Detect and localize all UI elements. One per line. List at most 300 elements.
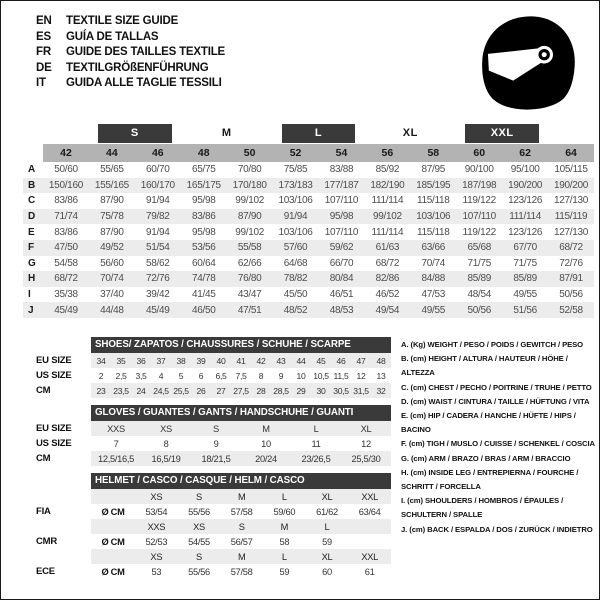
gloves-row-label: EU SIZE	[36, 423, 72, 434]
shoes-value: 8	[258, 370, 264, 381]
gloves-value: S	[213, 423, 219, 434]
gloves-table-title: GLOVES / GUANTES / GANTS / HANDSCHUHE / GUANTI	[91, 405, 391, 421]
legend-item: B. (cm) HEIGHT / ALTURA / HAUTEUR / HÖHE / ALTEZZA	[401, 354, 568, 378]
measure-value: 35/38	[54, 289, 78, 301]
helmet-value: 52/53	[145, 536, 168, 547]
measure-value: 53/56	[191, 242, 216, 254]
gloves-size-table	[36, 405, 391, 466]
helmet-size-label: XXL	[361, 491, 378, 502]
shoes-value: 41	[236, 355, 246, 366]
measure-value: 71/74	[54, 211, 78, 223]
measure-value: 70/80	[237, 164, 262, 176]
gloves-value: XL	[360, 423, 372, 434]
measure-value: 48/52	[283, 304, 308, 316]
measure-value: 63/66	[421, 242, 446, 254]
size-number: 48	[181, 144, 227, 162]
measure-value: 70/74	[421, 257, 446, 269]
measure-value: 111/114	[371, 226, 404, 238]
helmet-standard-row	[36, 564, 391, 579]
measure-row-label: C	[28, 195, 35, 207]
measure-value: 177/187	[324, 179, 359, 191]
shoes-row-label: US SIZE	[36, 370, 72, 381]
measure-row	[23, 193, 594, 209]
helmet-size-label: L	[281, 551, 287, 562]
measure-value: 45/50	[283, 289, 308, 301]
gloves-value: 11	[311, 438, 321, 449]
shoes-value: 4	[158, 370, 164, 381]
language-code: IT	[36, 77, 46, 89]
measure-value: 74/78	[191, 273, 216, 285]
helmet-sizes-row	[36, 519, 391, 534]
shoes-value: 2,5	[115, 370, 127, 381]
gloves-value: 7	[113, 438, 119, 449]
measure-value: 182/190	[370, 179, 405, 191]
measure-value: 83/86	[54, 226, 78, 238]
measure-value: 46/51	[329, 289, 354, 301]
helmet-value: 59	[279, 566, 290, 577]
measure-value: 119/122	[462, 226, 496, 238]
measure-value: 103/106	[416, 211, 451, 223]
measure-value: 111/114	[371, 195, 404, 207]
gloves-value: 9	[213, 438, 219, 449]
shoes-value: 45	[316, 355, 326, 366]
measure-value: 82/86	[375, 273, 400, 285]
measure-value: 65/75	[191, 164, 216, 176]
spacer	[23, 144, 43, 162]
gloves-value: 8	[163, 438, 169, 449]
helmet-value: 60	[322, 566, 332, 577]
measure-value: 150/160	[48, 179, 83, 191]
size-group-row	[23, 123, 594, 144]
gloves-value: XS	[160, 423, 172, 434]
helmet-value: 61/62	[316, 506, 338, 517]
measure-value: 39/42	[146, 289, 170, 301]
language-code: FR	[36, 46, 51, 58]
shoes-size-table	[36, 337, 391, 398]
helmet-size-label: XXL	[361, 551, 378, 562]
shoes-value: 23	[96, 385, 106, 396]
measure-value: 105/115	[554, 164, 588, 176]
measure-value: 37/40	[100, 289, 124, 301]
measure-value: 115/118	[417, 195, 450, 207]
shoes-value: 9	[278, 370, 284, 381]
size-group-s: S	[98, 124, 172, 143]
helmet-value: 53/54	[145, 506, 168, 517]
helmet-sizes-values	[91, 549, 391, 564]
language-row	[36, 30, 225, 46]
language-title: GUÍA DE TALLAS	[66, 30, 159, 43]
shoes-row	[36, 368, 391, 383]
helmet-size-label: M	[237, 551, 246, 562]
measure-value: 83/86	[191, 211, 216, 223]
helmet-size-label: XS	[193, 521, 205, 532]
shoes-row-values	[91, 383, 391, 398]
helmet-size-label: S	[238, 521, 245, 532]
measure-row	[23, 302, 594, 318]
shoes-value: 3,5	[135, 370, 147, 381]
helmet-standard-values	[91, 504, 391, 519]
size-number: 54	[319, 144, 365, 162]
measure-value: 72/76	[146, 273, 170, 285]
measure-value: 49/54	[375, 304, 400, 316]
measure-value: 46/50	[191, 304, 216, 316]
measure-value: 62/66	[237, 257, 262, 269]
measure-row	[23, 240, 594, 256]
measure-row-label: I	[28, 289, 31, 301]
main-size-table	[23, 123, 594, 318]
measure-row-label: E	[28, 226, 35, 238]
language-title: TEXTILGRÖßENFÜHRUNG	[66, 61, 209, 74]
measure-value: 95/100	[510, 164, 540, 176]
language-title-list	[36, 14, 225, 92]
measure-value: 49/52	[100, 242, 124, 254]
measure-value: 95/98	[329, 211, 354, 223]
language-row	[36, 14, 225, 30]
gloves-value: 12,5/16,5	[97, 453, 135, 464]
measure-value: 52/58	[559, 304, 583, 316]
measure-row-label: G	[28, 257, 36, 269]
helmet-size-label: XL	[321, 551, 333, 562]
helmet-size-label: M	[237, 491, 246, 502]
measure-value: 99/102	[372, 211, 402, 223]
measure-value: 170/180	[232, 179, 267, 191]
measure-value: 123/126	[508, 226, 543, 238]
helmet-sizes-values	[91, 489, 391, 504]
shoes-value: 6,5	[215, 370, 227, 381]
gloves-row	[36, 421, 391, 436]
measure-value: 54/58	[54, 257, 78, 269]
legend-item: G. (cm) ARM / BRAZO / BRAS / ARM / BRACCIO	[401, 453, 571, 463]
shoes-value: 23,5	[113, 385, 129, 396]
shoes-row-values	[91, 353, 391, 368]
measure-value: 85/89	[467, 273, 491, 285]
shoes-value: 24	[136, 385, 146, 396]
measure-value: 95/98	[191, 195, 216, 207]
measure-value: 85/92	[375, 164, 400, 176]
measure-value: 83/86	[54, 195, 78, 207]
measure-value: 68/72	[559, 242, 583, 254]
gloves-value: 12	[361, 438, 371, 449]
measure-row-label: J	[28, 304, 34, 316]
measure-value: 107/110	[324, 226, 359, 238]
measure-row	[23, 224, 594, 240]
measure-value: 48/53	[329, 304, 354, 316]
measure-value: 91/94	[283, 211, 308, 223]
helmet-value: 59	[322, 536, 332, 547]
measure-value: 68/72	[375, 257, 400, 269]
gloves-row	[36, 436, 391, 451]
size-group-m: M	[221, 127, 232, 139]
measure-value: 51/56	[513, 304, 537, 316]
measure-value: 57/60	[283, 242, 308, 254]
gloves-row	[36, 451, 391, 466]
helmet-value: 59/60	[273, 506, 296, 517]
shoes-value: 35	[116, 355, 126, 366]
measure-row-label: H	[28, 273, 35, 285]
measure-value: 49/55	[421, 304, 446, 316]
size-number: 44	[89, 144, 135, 162]
gloves-value: 20/24	[255, 453, 277, 464]
measure-value: 95/98	[191, 226, 216, 238]
helmet-table-title: HELMET / CASCO / CASQUE / HELM / CASCO	[91, 473, 391, 489]
measure-value: 50/56	[559, 289, 583, 301]
measure-value: 70/74	[100, 273, 124, 285]
gloves-value: 16,5/19	[151, 453, 181, 464]
measure-value: 115/119	[554, 211, 588, 223]
legend-item: H. (cm) INSIDE LEG / ENTREPIERNA / FOURCHE / SCHRITT / FORCELLA	[401, 467, 579, 492]
shoes-value: 29	[296, 385, 306, 396]
shoes-value: 7,5	[235, 370, 247, 381]
measure-value: 185/195	[416, 179, 451, 191]
measure-value: 72/76	[559, 257, 583, 269]
measure-value: 87/95	[421, 164, 446, 176]
shoes-value: 44	[296, 355, 306, 366]
measure-value: 45/49	[54, 304, 78, 316]
measure-row	[23, 271, 594, 287]
measure-value: 155/165	[94, 179, 129, 191]
measure-row-label: B	[28, 179, 35, 191]
measure-value: 90/100	[464, 164, 494, 176]
measure-value: 80/84	[329, 273, 354, 285]
gloves-row-values	[91, 436, 391, 451]
measure-value: 91/94	[146, 226, 170, 238]
measure-value: 56/60	[100, 257, 124, 269]
size-number: 64	[548, 144, 594, 162]
gloves-row-values	[91, 421, 391, 436]
helmet-size-label: M	[280, 521, 289, 532]
measure-value: 64/68	[283, 257, 308, 269]
size-group-xxl: XXL	[465, 124, 539, 143]
size-number: 62	[502, 144, 548, 162]
measure-value: 66/70	[329, 257, 354, 269]
measure-value: 78/82	[283, 273, 308, 285]
measure-value: 44/48	[100, 304, 124, 316]
measure-value: 65/68	[467, 242, 491, 254]
measure-value: 67/70	[513, 242, 537, 254]
measure-value: 119/122	[462, 195, 496, 207]
shoes-value: 10,5	[313, 370, 329, 381]
measure-value: 99/102	[235, 195, 265, 207]
measure-value: 103/106	[278, 226, 313, 238]
gloves-row-label: US SIZE	[36, 438, 72, 449]
helmet-table-rows	[36, 489, 391, 579]
measure-value: 76/80	[237, 273, 262, 285]
shoes-value: 47	[356, 355, 366, 366]
diameter-label: Ø CM	[101, 536, 125, 547]
legend-item: A. (Kg) WEIGHT / PESO / POIDS / GEWITCH / PESO	[401, 340, 584, 349]
legend-item: J. (cm) BACK / ESPALDA / DOS / ZURÜCK / INDIETRO	[401, 524, 593, 534]
measure-value: 87/90	[100, 226, 124, 238]
shoes-value: 2	[98, 370, 104, 381]
measure-row	[23, 209, 594, 225]
measure-value: 107/110	[462, 211, 496, 223]
measure-value: 51/54	[146, 242, 170, 254]
gloves-row-label: CM	[36, 453, 51, 464]
size-number: 46	[135, 144, 181, 162]
shoes-value: 48	[376, 355, 386, 366]
measure-row	[23, 287, 594, 303]
helmet-standard-name: ECE	[36, 566, 55, 577]
shoes-value: 24,5	[153, 385, 169, 396]
shoes-value: 34	[96, 355, 106, 366]
gloves-table-rows	[36, 421, 391, 466]
measure-value: 111/114	[509, 211, 542, 223]
measure-row	[23, 178, 594, 194]
measure-value: 61/63	[375, 242, 400, 254]
helmet-value: 57/58	[230, 506, 253, 517]
helmet-standard-values	[91, 564, 391, 579]
helmet-size-label: XL	[321, 491, 333, 502]
racing-helmet-icon	[475, 11, 583, 115]
measure-value: 83/88	[329, 164, 354, 176]
shoes-value: 27	[216, 385, 226, 396]
measure-value: 165/175	[186, 179, 221, 191]
measure-value: 127/130	[554, 226, 589, 238]
language-row	[36, 45, 225, 61]
helmet-standard-values	[91, 534, 391, 549]
measure-row-label: A	[28, 164, 35, 176]
helmet-value: 57/58	[230, 566, 253, 577]
language-row	[36, 61, 225, 77]
measure-value: 46/52	[375, 289, 400, 301]
shoes-value: 42	[256, 355, 266, 366]
language-title: GUIDA ALLE TAGLIE TESSILI	[66, 77, 222, 89]
shoes-value: 32	[376, 385, 386, 396]
measure-value: 75/78	[100, 211, 124, 223]
measure-value: 173/183	[278, 179, 313, 191]
measure-value: 190/200	[554, 179, 589, 191]
shoes-value: 30,5	[333, 385, 349, 396]
measure-value: 45/49	[146, 304, 170, 316]
shoes-value: 13	[376, 370, 386, 381]
measure-value: 59/62	[329, 242, 354, 254]
measure-value: 190/200	[508, 179, 543, 191]
measure-value: 123/126	[508, 195, 543, 207]
helmet-value: 61	[364, 566, 375, 577]
size-number: 56	[364, 144, 410, 162]
helmet-value: 58	[279, 536, 290, 547]
gloves-value: M	[262, 423, 270, 434]
measure-value: 47/50	[54, 242, 78, 254]
measure-value: 99/102	[235, 226, 265, 238]
helmet-value: 63/64	[358, 506, 381, 517]
language-code: DE	[36, 61, 52, 74]
shoes-row	[36, 353, 391, 368]
helmet-sizes-values	[91, 519, 391, 534]
measure-row-label: F	[28, 242, 34, 254]
diameter-label: Ø CM	[101, 566, 125, 577]
accessory-tables	[36, 337, 391, 586]
shoes-value: 36	[136, 355, 146, 366]
shoes-value: 30	[316, 385, 326, 396]
measure-value: 41/45	[191, 289, 216, 301]
measure-row-label: D	[28, 211, 35, 223]
shoes-value: 6	[198, 370, 204, 381]
measure-value: 107/110	[324, 195, 359, 207]
gloves-row-values	[91, 451, 391, 466]
measure-value: 75/85	[283, 164, 308, 176]
size-number-row	[23, 144, 594, 162]
shoes-value: 38	[176, 355, 186, 366]
measure-row	[23, 162, 594, 178]
measurement-legend	[401, 338, 595, 537]
helmet-size-table	[36, 473, 391, 579]
measure-value: 71/75	[467, 257, 491, 269]
gloves-value: 23/26,5	[301, 453, 331, 464]
size-group-l: L	[282, 124, 356, 143]
measure-value: 187/198	[462, 179, 497, 191]
measure-value: 47/53	[421, 289, 446, 301]
shoes-value: 28,5	[273, 385, 289, 396]
helmet-size-label: XXS	[147, 521, 166, 532]
size-number: 60	[456, 144, 502, 162]
helmet-size-label: S	[196, 551, 202, 562]
legend-item: I. (cm) SHOULDERS / HOMBROS / ÉPAULES / SCHULTERN / SPALLE	[401, 496, 564, 520]
helmet-size-label: S	[196, 491, 202, 502]
gloves-value: 18/21,5	[201, 453, 231, 464]
shoes-value: 31,5	[353, 385, 369, 396]
helmet-standard-name: CMR	[36, 536, 58, 547]
language-row	[36, 76, 225, 92]
measure-value: 49/55	[513, 289, 537, 301]
language-title: TEXTILE SIZE GUIDE	[66, 15, 179, 27]
measure-value: 71/75	[513, 257, 537, 269]
measure-value: 79/82	[146, 211, 170, 223]
shoes-value: 27,5	[233, 385, 249, 396]
helmet-value: 55/56	[188, 566, 210, 577]
shoes-value: 10	[296, 370, 306, 381]
shoes-row-label: CM	[36, 385, 51, 396]
measure-value: 91/94	[146, 195, 170, 207]
helmet-size-label: L	[324, 521, 330, 532]
measure-row	[23, 256, 594, 272]
measure-value: 68/72	[54, 273, 78, 285]
shoes-value: 26	[196, 385, 206, 396]
measure-value: 43/47	[237, 289, 262, 301]
measure-value: 55/65	[100, 164, 124, 176]
gloves-value: 25,5/30	[351, 453, 381, 464]
measure-value: 87/90	[237, 211, 262, 223]
helmet-value: 53	[151, 566, 162, 577]
helmet-standard-name: FIA	[36, 506, 51, 517]
helmet-sizes-row	[36, 489, 391, 504]
measure-value: 84/88	[421, 273, 446, 285]
helmet-value: 54/55	[188, 536, 210, 547]
helmet-size-label: XS	[150, 491, 163, 502]
legend-item: D. (cm) WAIST / CINTURA / TAILLE / HÜFTUNG / VITA	[401, 396, 590, 406]
helmet-value: 56/57	[230, 536, 253, 547]
measure-value: 115/118	[417, 226, 450, 238]
helmet-sizes-row	[36, 549, 391, 564]
shoes-value: 39	[196, 355, 206, 366]
shoes-table-title: SHOES/ ZAPATOS / CHAUSSURES / SCHUHE / SCARPE	[91, 337, 391, 353]
shoes-value: 40	[216, 355, 226, 366]
measure-value: 160/170	[140, 179, 175, 191]
measure-value: 55/58	[237, 242, 262, 254]
size-number: 58	[410, 144, 456, 162]
gloves-value: 10	[261, 438, 271, 449]
measure-value: 60/70	[146, 164, 170, 176]
shoes-table-rows	[36, 353, 391, 398]
size-number: 50	[227, 144, 273, 162]
shoes-value: 37	[156, 355, 166, 366]
measure-value: 85/89	[513, 273, 537, 285]
shoes-row	[36, 383, 391, 398]
shoes-value: 25,5	[173, 385, 189, 396]
measure-value: 87/91	[559, 273, 583, 285]
language-title: GUIDE DES TAILLES TEXTILE	[66, 46, 225, 58]
measure-value: 60/64	[191, 257, 216, 269]
